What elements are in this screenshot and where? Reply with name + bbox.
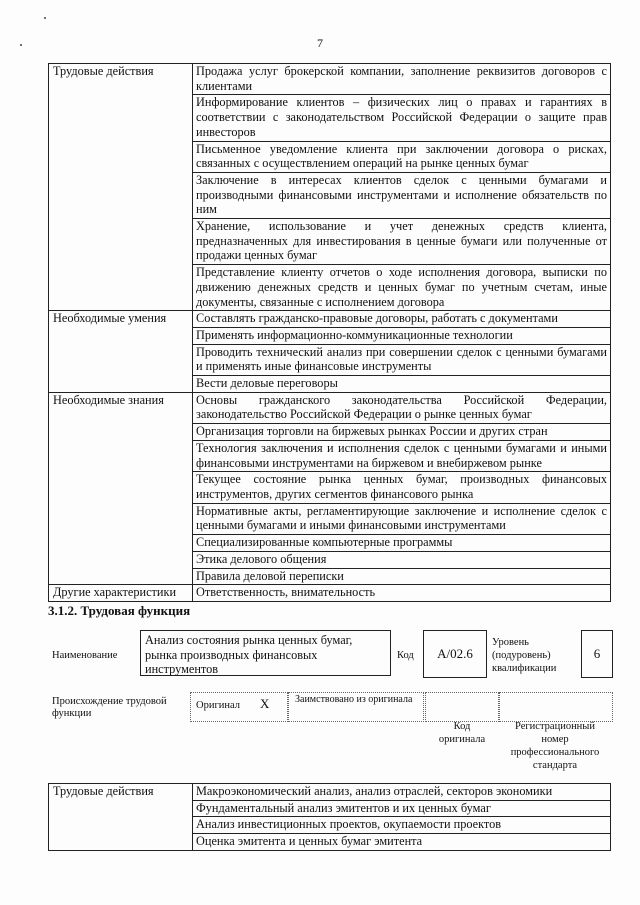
table-row: [49, 392, 611, 423]
row-item: Составлять гражданско-правовые договоры, работать с документами: [193, 311, 611, 328]
row-item: Письменное уведомление клиента при заключении договора о рисках, связанных с осуществлением операций на рынке ценных бумаг: [193, 141, 611, 172]
row-item: Вести деловые переговоры: [193, 376, 611, 393]
level-box: [581, 630, 613, 678]
table-row: [49, 585, 611, 602]
code-label: Код: [397, 650, 414, 661]
row-item: Проводить технический анализ при совершении сделок с ценными бумагами и применять иные финансовые инструменты: [193, 344, 611, 375]
row-item: Информирование клиентов – физических лиц о правах и гарантиях в соответствии с законодательством Российской Федерации о защите прав инвесторов: [193, 95, 611, 141]
scan-artifact: [44, 17, 46, 19]
row-item: Применять информационно-коммуникационные технологии: [193, 327, 611, 344]
row-heading: Трудовые действия: [49, 64, 193, 311]
row-item: Правила деловой переписки: [193, 568, 611, 585]
function-name: Анализ состояния рынка ценных бумаг, рынка производных финансовых инструментов: [145, 633, 353, 677]
row-item: Этика делового общения: [193, 551, 611, 568]
row-item: Организация торговли на биржевых рынках России и других стран: [193, 424, 611, 441]
row-item: Представление клиенту отчетов о ходе исполнения договора, выписки по движению денежных средств и ценных бумаг по учетным счетам, иные документы, связанные с исполнением договора: [193, 265, 611, 311]
function-name-box: [140, 630, 391, 676]
row-item: Заключение в интересах клиентов сделок с ценными бумагами и производными финансовыми инструментами и исполнение обязательств по ним: [193, 172, 611, 218]
row-item: Текущее состояние рынка ценных бумаг, производных финансовых инструментов, других сегментов финансового рынка: [193, 472, 611, 503]
origin-label: Происхождение трудовой функции: [52, 696, 167, 719]
page-number: 7: [317, 36, 323, 50]
table-row: [49, 311, 611, 328]
original-label: Оригинал: [196, 700, 240, 711]
specs-table-1: [48, 63, 611, 602]
original-code-caption: Код оригинала: [438, 721, 486, 745]
row-item: Технология заключения и исполнения сделок с ценными бумагами и иными финансовыми инструментами на биржевом и внебиржевом рынке: [193, 440, 611, 471]
row-item: Специализированные компьютерные программы: [193, 535, 611, 552]
code-box: [423, 630, 487, 678]
row-item: Фундаментальный анализ эмитентов и их ценных бумаг: [193, 800, 611, 817]
row-item: Продажа услуг брокерской компании, заполнение реквизитов договоров с клиентами: [193, 64, 611, 95]
reg-number-box: [499, 692, 613, 722]
section-title: 3.1.2. Трудовая функция: [48, 603, 191, 618]
row-item: Макроэкономический анализ, анализ отраслей, секторов экономики: [193, 784, 611, 801]
name-label: Наименование: [52, 650, 118, 661]
table-row: [49, 64, 611, 95]
row-item: Хранение, использование и учет денежных средств клиента, предназначенных для инвестирования в ценные бумаги или полученные от продажи ценных бумаг: [193, 219, 611, 265]
table-row: [49, 784, 611, 801]
row-item: Основы гражданского законодательства Российской Федерации, законодательство Российской Федерации о рынке ценных бумаг: [193, 392, 611, 423]
code-value: A/02.6: [437, 645, 473, 661]
row-heading: Другие характеристики: [49, 585, 193, 602]
row-item: Ответственность, внимательность: [193, 585, 611, 602]
original-code-box: [425, 692, 499, 722]
reg-number-caption: Регистрационный номер профессионального стандарта: [510, 721, 600, 771]
row-item: Анализ инвестиционных проектов, окупаемости проектов: [193, 817, 611, 834]
original-mark: X: [260, 696, 270, 711]
row-heading: Необходимые умения: [49, 311, 193, 393]
level-value: 6: [593, 645, 601, 661]
row-item: Нормативные акты, регламентирующие заключение и исполнение сделок с ценными бумагами и иными финансовыми инструментами: [193, 503, 611, 534]
specs-table-2: [48, 783, 611, 851]
level-label: Уровень (подуровень) квалификации: [492, 637, 557, 674]
borrowed-label: Заимствовано из оригинала: [295, 694, 413, 705]
row-heading: Трудовые действия: [49, 784, 193, 851]
row-item: Оценка эмитента и ценных бумаг эмитента: [193, 834, 611, 851]
row-heading: Необходимые знания: [49, 392, 193, 584]
